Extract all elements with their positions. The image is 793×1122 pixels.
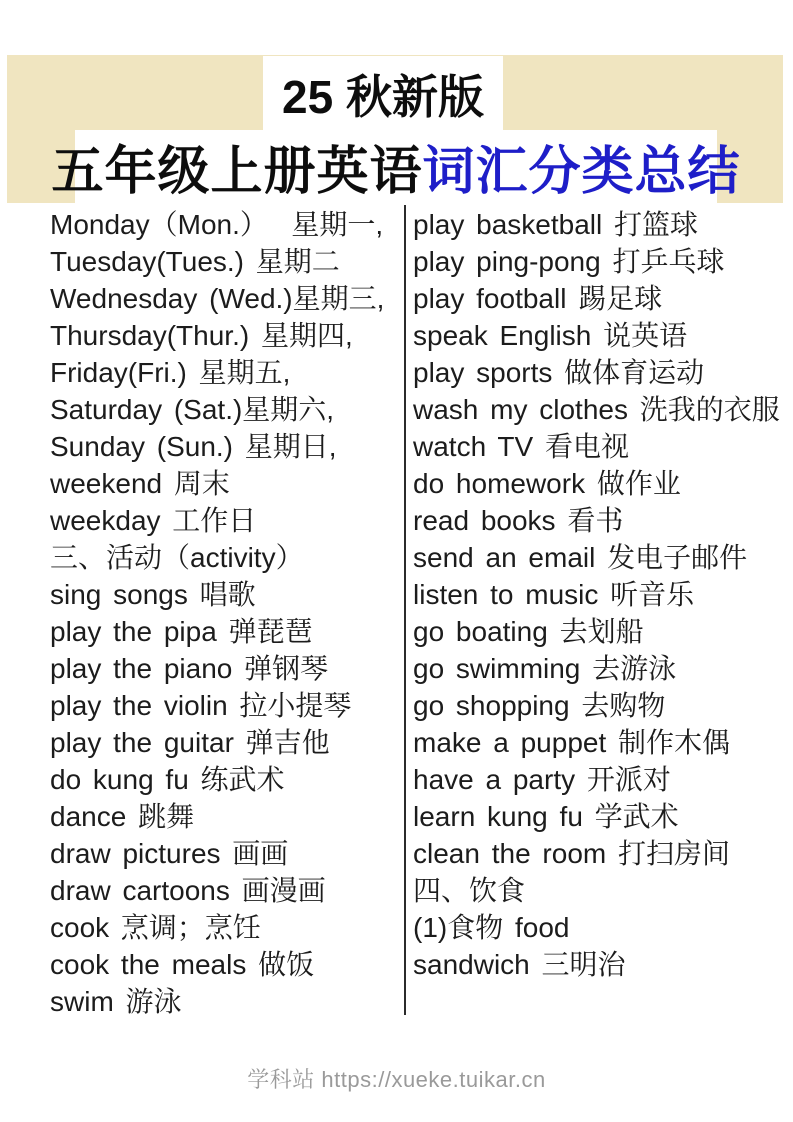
vocab-line: swim 游泳: [50, 986, 182, 1017]
vocab-line: watch TV 看电视: [413, 431, 629, 462]
title-line2-box: [51, 130, 741, 203]
vocab-line: draw pictures 画画: [50, 838, 289, 869]
header-banner: [7, 55, 783, 203]
vocab-line: go swimming 去游泳: [413, 653, 677, 684]
vocab-line: wash my clothes 洗我的衣服: [413, 394, 780, 425]
vocab-line: play the violin 拉小提琴: [50, 690, 352, 721]
vocab-line: 四、饮食: [413, 875, 526, 906]
page-title-line2-blue: 词汇分类总结: [422, 143, 741, 201]
vocab-line: clean the room 打扫房间: [413, 838, 730, 869]
footer-site-credit: 学科站 https://xueke.tuikar.cn: [247, 1067, 546, 1092]
vocab-line: play ping-pong 打乒乓球: [413, 246, 725, 277]
column-divider: [404, 205, 406, 1015]
vocab-line: weekend 周末: [50, 468, 230, 499]
vocab-line: play football 踢足球: [413, 283, 663, 314]
vocab-line: have a party 开派对: [413, 764, 671, 795]
title-line1-box: [263, 56, 503, 132]
vocab-line: Monday（Mon.） 星期一,: [50, 209, 384, 240]
vocab-line: 三、活动（activity）: [50, 542, 304, 573]
vocab-line: play the guitar 弹吉他: [50, 727, 330, 758]
vocab-line: play basketball 打篮球: [413, 209, 699, 240]
vocab-line: Wednesday (Wed.)星期三,: [50, 283, 385, 314]
vocab-line: cook 烹调；烹饪: [50, 912, 261, 943]
vocab-column-right: [413, 206, 787, 983]
page-title-line2-black: 五年级上册英语: [51, 143, 423, 201]
vocab-line: speak English 说英语: [413, 320, 688, 351]
vocab-line: read books 看书: [413, 505, 624, 536]
vocab-line: Sunday (Sun.) 星期日,: [50, 431, 337, 462]
vocab-line: make a puppet 制作木偶: [413, 727, 731, 758]
vocab-line: play the piano 弹钢琴: [50, 653, 329, 684]
vocab-line: listen to music 听音乐: [413, 579, 695, 610]
vocab-line: Saturday (Sat.)星期六,: [50, 394, 335, 425]
vocab-line: learn kung fu 学武术: [413, 801, 679, 832]
vocab-line: play sports 做体育运动: [413, 357, 705, 388]
vocab-line: play the pipa 弹琵琶: [50, 616, 313, 647]
vocab-line: cook the meals 做饭: [50, 949, 315, 980]
vocab-line: sandwich 三明治: [413, 949, 626, 980]
vocab-line: go boating 去划船: [413, 616, 644, 647]
page-title-line1: 25 秋新版: [282, 71, 484, 123]
vocab-line: send an email 发电子邮件: [413, 542, 748, 573]
vocab-line: do homework 做作业: [413, 468, 681, 499]
vocab-column-left: [50, 206, 398, 1020]
vocab-line: do kung fu 练武术: [50, 764, 285, 795]
vocab-line: sing songs 唱歌: [50, 579, 256, 610]
vocab-line: (1)食物 food: [413, 912, 570, 943]
vocab-line: Tuesday(Tues.) 星期二: [50, 246, 340, 277]
vocab-line: dance 跳舞: [50, 801, 195, 832]
vocab-line: Friday(Fri.) 星期五,: [50, 357, 291, 388]
vocab-line: Thursday(Thur.) 星期四,: [50, 320, 353, 351]
vocab-line: go shopping 去购物: [413, 690, 666, 721]
vocab-line: draw cartoons 画漫画: [50, 875, 326, 906]
vocab-line: weekday 工作日: [50, 505, 257, 536]
